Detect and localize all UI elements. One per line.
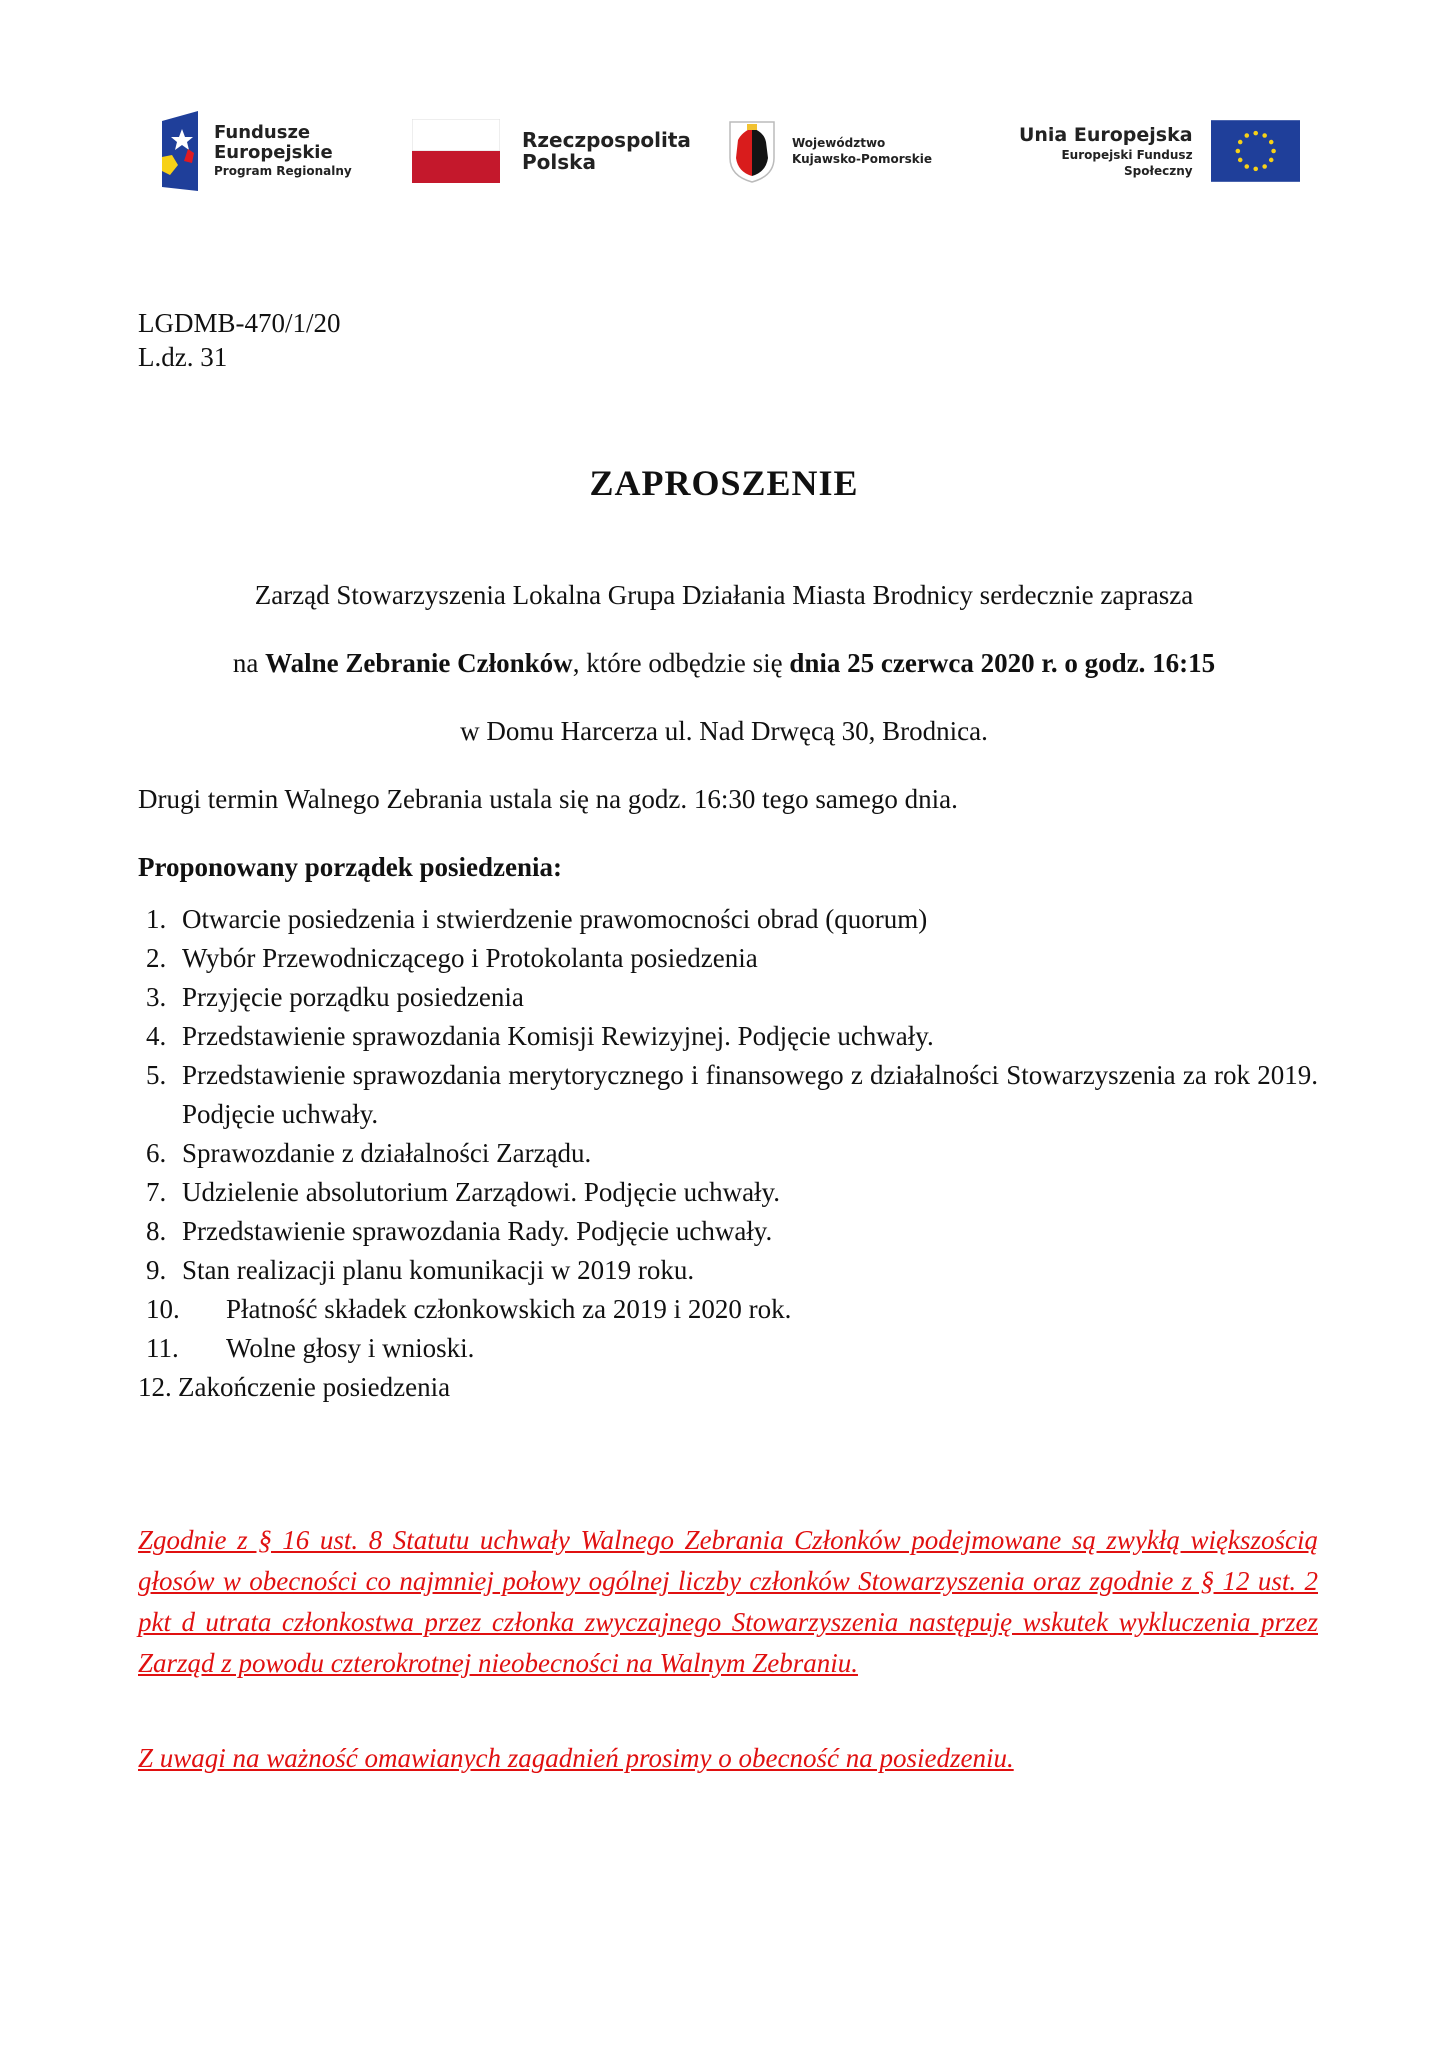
agenda-item-text: Przyjęcie porządku posiedzenia: [182, 982, 524, 1012]
agenda-item-number: 9.: [146, 1255, 167, 1285]
agenda-item-text: Stan realizacji planu komunikacji w 2019 roku.: [182, 1255, 695, 1285]
agenda-item-text: Przedstawienie sprawozdania merytorycznego i finansowego z działalności Stowarzyszenia za rok 2019. Podjęcie uchwały.: [182, 1060, 1318, 1129]
agenda-item-text: Przedstawienie sprawozdania Rady. Podjęcie uchwały.: [182, 1216, 773, 1246]
meeting-name: Walne Zebranie Członków: [265, 648, 573, 678]
agenda-item-number: 8.: [146, 1216, 167, 1246]
logo-text: Rzeczpospolita: [522, 128, 691, 152]
meeting-location: w Domu Harcerza ul. Nad Drwęcą 30, Brodnica.: [460, 716, 988, 746]
agenda-item-number: 3.: [146, 982, 167, 1012]
fundusze-europejskie-icon: [158, 111, 202, 191]
agenda-item: [138, 1173, 1318, 1212]
logo-text: Polska: [522, 150, 596, 174]
agenda-item-number: 6.: [146, 1138, 167, 1168]
agenda-item-number: 10.: [146, 1294, 180, 1324]
agenda-item-number: 12.: [138, 1372, 172, 1402]
reference-block: [138, 306, 341, 374]
reference-number: LGDMB-470/1/20: [138, 308, 341, 338]
agenda-item-number: 7.: [146, 1177, 167, 1207]
coat-of-arms-icon: [728, 118, 776, 184]
second-term: Drugi termin Walnego Zebrania ustala się na godz. 16:30 tego samego dnia.: [138, 784, 958, 814]
agenda-list: [138, 900, 1318, 1407]
agenda-item-text: Zakończenie posiedzenia: [178, 1372, 451, 1402]
agenda-item-text: Udzielenie absolutorium Zarządowi. Podjęcie uchwały.: [182, 1177, 781, 1207]
agenda-item: [138, 1056, 1318, 1134]
header-logos: [150, 106, 1300, 196]
logo-text: Kujawsko-Pomorskie: [792, 152, 933, 166]
agenda-item: [138, 1251, 1318, 1290]
agenda-item-text: Sprawozdanie z działalności Zarządu.: [182, 1138, 592, 1168]
agenda-item-text: Płatność składek członkowskich za 2019 i 2020 rok.: [226, 1294, 792, 1324]
agenda-item-text: Wybór Przewodniczącego i Protokolanta posiedzenia: [182, 943, 758, 973]
agenda-item: [138, 1017, 1318, 1056]
document-title: ZAPROSZENIE: [589, 463, 859, 503]
agenda-item-number: 4.: [146, 1021, 167, 1051]
statute-notice: Zgodnie z § 16 ust. 8 Statutu uchwały Walnego Zebrania Członków podejmowane są zwykłą większością głosów w obecności co najmniej połowy ogólnej liczby członków Stowarzyszenia oraz zgodnie z § 12 ust. 2 pkt d utrata członkostwa przez członka zwyczajnego Stowarzyszenia następuję wskutek wykluczenia przez Zarząd z powodu czterokrotnej nieobecności na Walnym Zebraniu.: [138, 1525, 1318, 1678]
agenda-item: [138, 900, 1318, 939]
agenda-item-text: Przedstawienie sprawozdania Komisji Rewizyjnej. Podjęcie uchwały.: [182, 1021, 934, 1051]
logo-text: Unia Europejska: [1018, 124, 1193, 146]
agenda-item: [138, 1290, 1318, 1329]
agenda-item: [138, 1329, 1318, 1368]
intro-line-2: [0, 648, 1448, 679]
agenda-item: [138, 1212, 1318, 1251]
logo-text: Europejskie: [214, 142, 333, 163]
log-number: L.dz. 31: [138, 342, 228, 372]
attendance-request: Z uwagi na ważność omawianych zagadnień prosimy o obecność na posiedzeniu.: [138, 1743, 1014, 1773]
agenda-item-number: 1.: [146, 904, 167, 934]
logo-wojewodztwo: [728, 106, 932, 196]
intro-text: , które odbędzie się: [572, 648, 790, 678]
logo-text: Program Regionalny: [214, 164, 352, 178]
intro-text: na: [232, 648, 266, 678]
agenda-item-number: 2.: [146, 943, 167, 973]
eu-flag-icon: [1211, 120, 1300, 182]
logo-unia-europejska: [990, 106, 1300, 196]
logo-text: Fundusze: [214, 122, 311, 143]
meeting-datetime: dnia 25 czerwca 2020 r. o godz. 16:15: [789, 648, 1216, 678]
logo-text: Województwo: [792, 136, 886, 150]
polish-flag-icon: [412, 119, 500, 183]
agenda-item-number: 5.: [146, 1060, 167, 1090]
agenda-item-text: Otwarcie posiedzenia i stwierdzenie prawomocności obrad (quorum): [182, 904, 928, 934]
agenda-heading: Proponowany porządek posiedzenia:: [138, 852, 563, 882]
agenda-item: [138, 978, 1318, 1017]
logo-text: Europejski Fundusz Społeczny: [1061, 148, 1193, 178]
agenda-item: [138, 939, 1318, 978]
agenda-item: [138, 1134, 1318, 1173]
logo-rzeczpospolita-polska: [412, 106, 691, 196]
agenda-item-number: 11.: [146, 1333, 179, 1363]
intro-line-1: Zarząd Stowarzyszenia Lokalna Grupa Działania Miasta Brodnicy serdecznie zaprasza: [254, 580, 1194, 610]
agenda-item-text: Wolne głosy i wnioski.: [226, 1333, 475, 1363]
agenda-item: [138, 1368, 1318, 1407]
logo-fundusze-europejskie: [158, 106, 352, 196]
